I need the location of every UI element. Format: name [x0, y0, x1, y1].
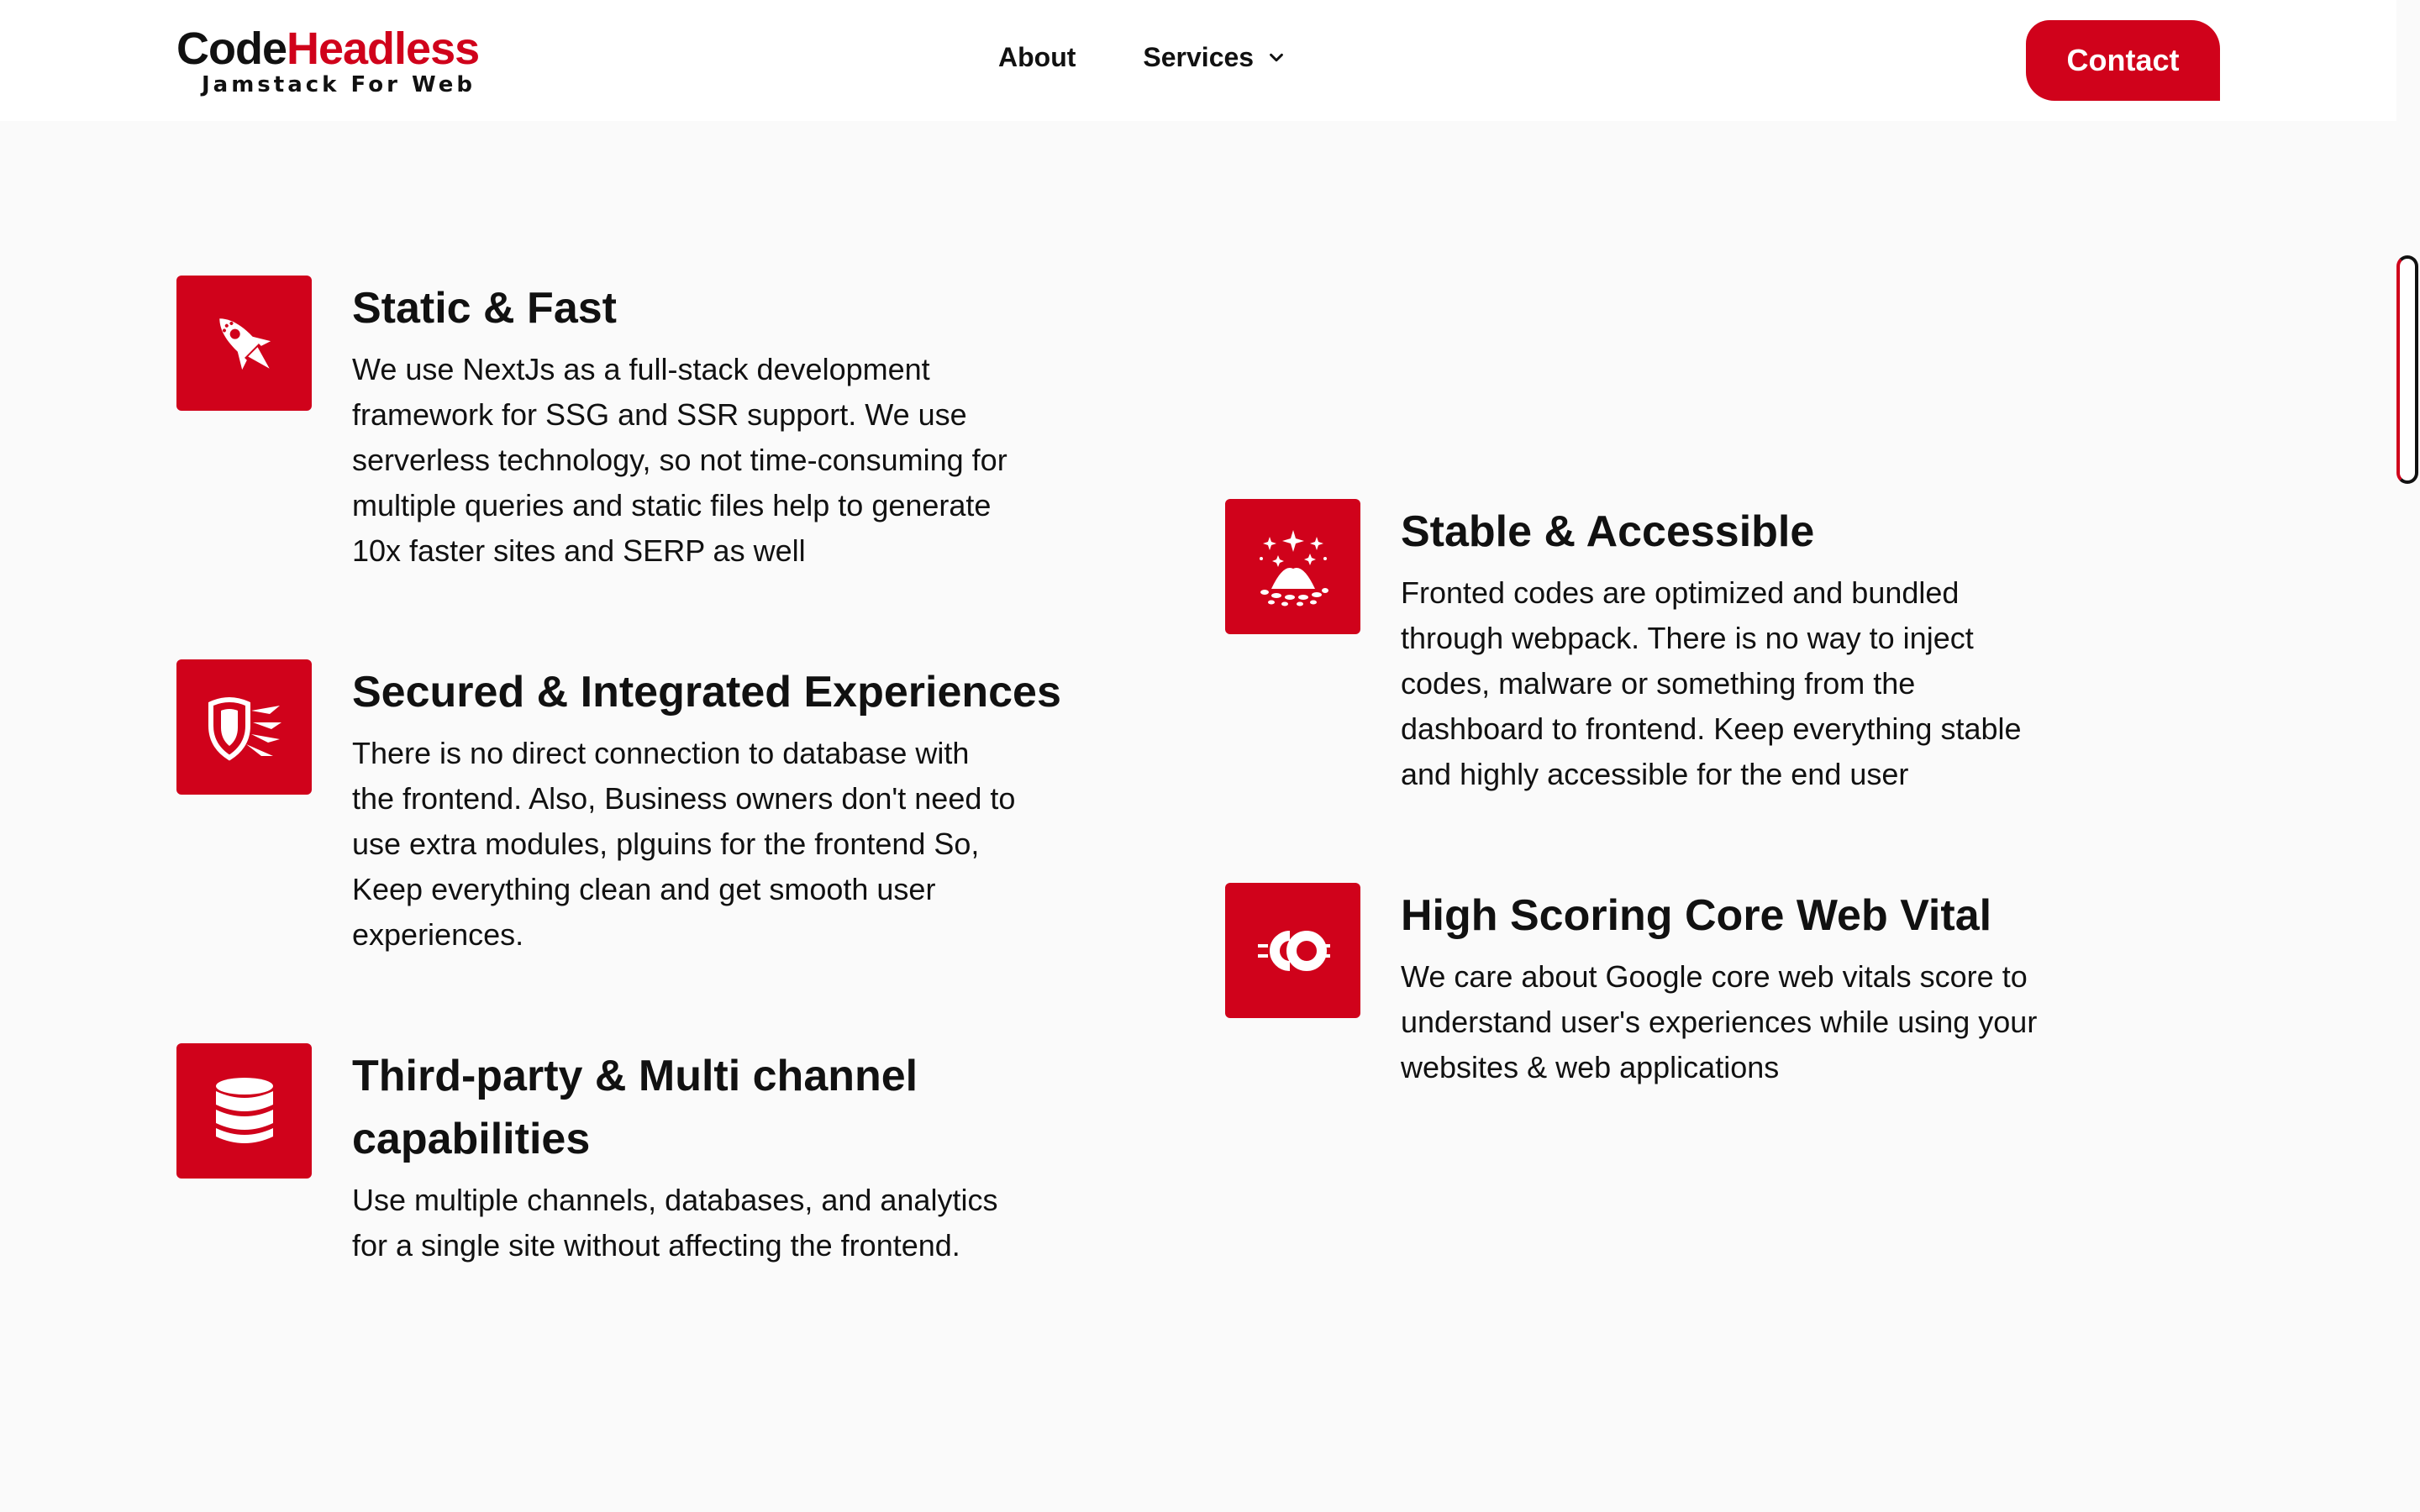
site-logo[interactable] [176, 25, 479, 101]
sparkle-pile-icon [1251, 525, 1335, 609]
main-nav [998, 42, 1286, 73]
nav-services-label: Services [1143, 42, 1255, 72]
shield-icon [203, 685, 287, 769]
feature-description: We use NextJs as a full-stack development framework for SSG and SSR support. We use serverless technology, so not time-consuming for multiple queries and static files help to generate 10x faster sites and SERP as well [352, 352, 1007, 568]
logo-tagline: Jamstack For Web [202, 72, 476, 97]
logo-code-text: Code [176, 24, 287, 74]
feature-icon-box [1225, 883, 1360, 1018]
vertical-scrollbar[interactable] [2396, 0, 2420, 1512]
rocket-icon [203, 302, 287, 386]
feature-text [1401, 499, 2123, 797]
feature-icon-box [1225, 499, 1360, 634]
feature-title: Third-party & Multi channel capabilities [352, 1052, 918, 1163]
nav-services-dropdown[interactable] [1143, 42, 1286, 73]
feature-title: Secured & Integrated Experiences [352, 668, 1061, 717]
feature-description: There is no direct connection to database with the frontend. Also, Business owners don't need to use extra modules, plguins for the frontend So, Keep everything clean and get smooth user experiences. [352, 736, 1016, 952]
feature-text [352, 276, 1075, 574]
feature-title: High Scoring Core Web Vital [1401, 891, 1992, 940]
feature-title: Stable & Accessible [1401, 507, 1815, 556]
feature-text [352, 1043, 1075, 1268]
chevron-down-icon [1267, 49, 1286, 67]
logo-headless-text: Headless [287, 24, 480, 74]
scrollbar-thumb[interactable] [2396, 255, 2418, 484]
feature-description: We care about Google core web vitals score to understand user's experiences while using your websites & web applications [1401, 959, 2038, 1084]
contact-button[interactable]: Contact [2026, 20, 2220, 101]
feature-text [1401, 883, 2123, 1090]
feature-icon-box [176, 1043, 312, 1179]
feature-text [352, 659, 1075, 958]
feature-description: Use multiple channels, databases, and analytics for a single site without affecting the frontend. [352, 1183, 998, 1263]
feature-description: Fronted codes are optimized and bundled through webpack. There is no way to inject codes, malware or something from the dashboard to frontend. Keep everything stable and highly accessible for the end user [1401, 575, 2022, 791]
site-header [0, 0, 2396, 121]
database-icon [203, 1069, 287, 1153]
nav-about-link[interactable]: About [998, 42, 1076, 72]
logo-wordmark [176, 25, 479, 72]
feature-title: Static & Fast [352, 284, 617, 333]
feature-icon-box [176, 659, 312, 795]
core-vitals-icon [1251, 909, 1335, 993]
feature-icon-box [176, 276, 312, 411]
